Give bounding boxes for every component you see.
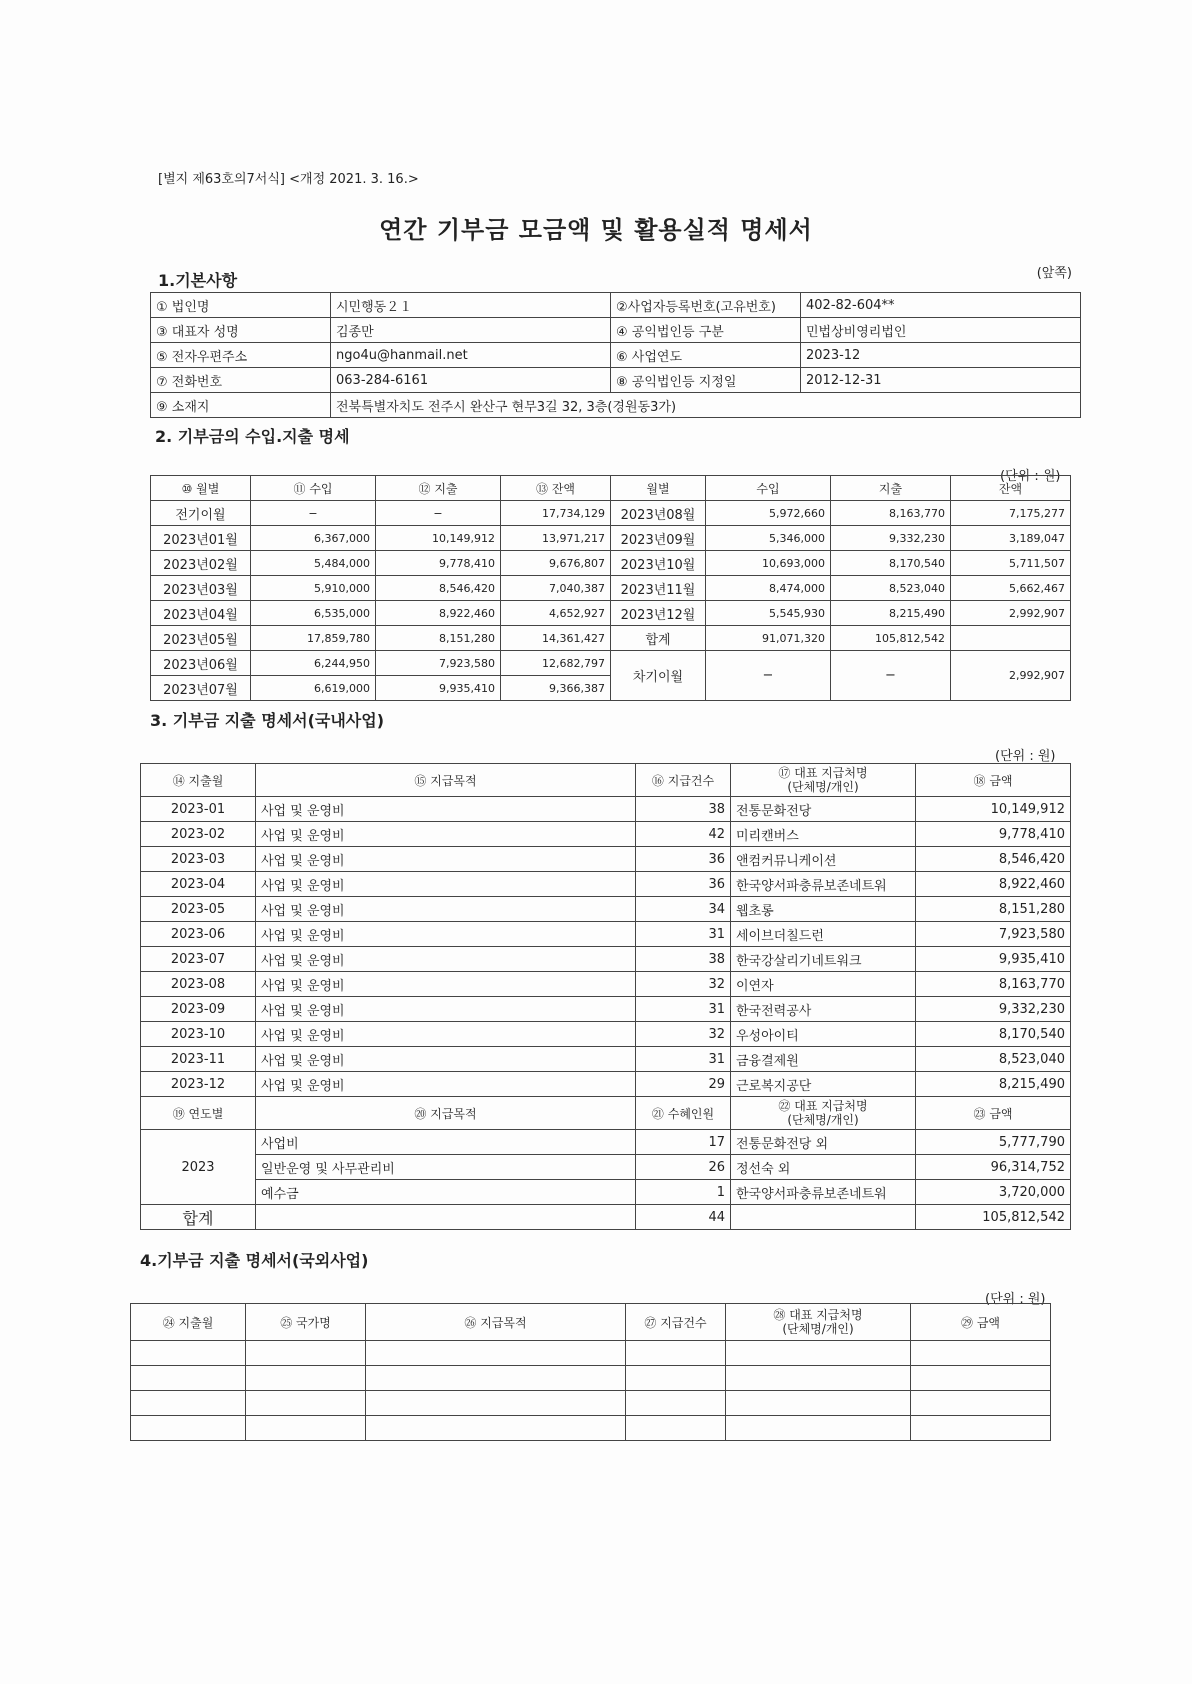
empty-cell — [731, 1205, 916, 1230]
expense-row — [141, 847, 1071, 872]
month-cell: 2023-10 — [141, 1022, 256, 1047]
field-value: 402-82-604** — [801, 293, 1081, 318]
field-label: ⑥ 사업연도 — [611, 343, 801, 368]
month-cell: 2023-12 — [141, 1072, 256, 1097]
empty-cell — [911, 1416, 1051, 1441]
balance-cell: 14,361,427 — [501, 626, 611, 651]
field-value: 시민행동２１ — [331, 293, 611, 318]
field-label: ① 법인명 — [151, 293, 331, 318]
expense-cell: 105,812,542 — [831, 626, 951, 651]
recipient-cell: 한국양서파충류보존네트워 — [731, 1180, 916, 1205]
purpose-cell: 사업비 — [256, 1130, 636, 1155]
column-header — [731, 1097, 916, 1130]
column-header: ⑱ 금액 — [916, 764, 1071, 797]
column-header: 수입 — [706, 476, 831, 501]
month-cell: 2023년05월 — [151, 626, 251, 651]
column-header: ⑯ 지급건수 — [636, 764, 731, 797]
purpose-cell: 사업 및 운영비 — [256, 997, 636, 1022]
empty-cell — [626, 1416, 726, 1441]
basic-info-row — [151, 368, 1081, 393]
count-cell: 36 — [636, 847, 731, 872]
carry-forward-label: 차기이월 — [611, 651, 706, 701]
yearly-row — [141, 1130, 1071, 1155]
header-row — [141, 764, 1071, 797]
balance-cell: 4,652,927 — [501, 601, 611, 626]
expense-row — [141, 797, 1071, 822]
count-cell: 42 — [636, 822, 731, 847]
purpose-cell: 일반운영 및 사무관리비 — [256, 1155, 636, 1180]
section-3-unit: (단위 : 원) — [995, 749, 1056, 764]
empty-cell — [246, 1341, 366, 1366]
column-header: ⑬ 잔액 — [501, 476, 611, 501]
count-cell: 31 — [636, 997, 731, 1022]
expense-cell: 9,935,410 — [376, 676, 501, 701]
empty-cell — [131, 1416, 246, 1441]
field-value: 2023-12 — [801, 343, 1081, 368]
recipient-cell: 한국양서파충류보존네트워 — [731, 872, 916, 897]
recipient-cell: 전통문화전당 — [731, 797, 916, 822]
expense-row — [141, 897, 1071, 922]
income-cell: 5,346,000 — [706, 526, 831, 551]
count-cell: 38 — [636, 947, 731, 972]
empty-cell — [246, 1416, 366, 1441]
monthly-row — [151, 601, 1071, 626]
income-cell: 5,972,660 — [706, 501, 831, 526]
amount-cell: 8,922,460 — [916, 872, 1071, 897]
expense-cell: 8,151,280 — [376, 626, 501, 651]
amount-cell: 5,777,790 — [916, 1130, 1071, 1155]
month-cell: 2023년10월 — [611, 551, 706, 576]
balance-cell — [951, 626, 1071, 651]
header-line: ⑰ 대표 지급처명 — [778, 766, 868, 780]
column-header: ⑲ 연도별 — [141, 1097, 256, 1130]
recipient-cell: 한국전력공사 — [731, 997, 916, 1022]
empty-cell — [246, 1366, 366, 1391]
amount-cell: 8,170,540 — [916, 1022, 1071, 1047]
month-cell: 2023년03월 — [151, 576, 251, 601]
column-header: ㉙ 금액 — [911, 1304, 1051, 1341]
income-cell: − — [251, 501, 376, 526]
month-cell: 2023-08 — [141, 972, 256, 997]
amount-cell: 7,923,580 — [916, 922, 1071, 947]
basic-info-row — [151, 318, 1081, 343]
total-row — [141, 1205, 1071, 1230]
month-cell: 2023년07월 — [151, 676, 251, 701]
empty-cell — [131, 1341, 246, 1366]
column-header: 잔액 — [951, 476, 1071, 501]
expense-cell: 8,215,490 — [831, 601, 951, 626]
section-2-unit: (단위 : 원) — [1000, 469, 1061, 484]
domestic-expense-table — [140, 763, 1071, 1230]
recipient-cell: 정선숙 외 — [731, 1155, 916, 1180]
field-label: ③ 대표자 성명 — [151, 318, 331, 343]
month-cell: 2023-04 — [141, 872, 256, 897]
field-value: 민법상비영리법인 — [801, 318, 1081, 343]
header-row — [131, 1304, 1051, 1341]
yearly-row — [141, 1180, 1071, 1205]
recipient-cell: 근로복지공단 — [731, 1072, 916, 1097]
count-cell: 32 — [636, 1022, 731, 1047]
monthly-row — [151, 551, 1071, 576]
month-cell: 2023-09 — [141, 997, 256, 1022]
field-label: ⑦ 전화번호 — [151, 368, 331, 393]
section-2-title: 2. 기부금의 수입.지출 명세 — [155, 427, 350, 446]
income-cell: 6,244,950 — [251, 651, 376, 676]
count-cell: 34 — [636, 897, 731, 922]
expense-row — [141, 922, 1071, 947]
balance-cell: 2,992,907 — [951, 651, 1071, 701]
month-cell: 2023년04월 — [151, 601, 251, 626]
empty-row — [131, 1416, 1051, 1441]
purpose-cell: 사업 및 운영비 — [256, 1072, 636, 1097]
purpose-cell: 사업 및 운영비 — [256, 972, 636, 997]
section-4-title: 4.기부금 지출 명세서(국외사업) — [140, 1251, 369, 1270]
balance-cell: 9,366,387 — [501, 676, 611, 701]
field-value: ngo4u@hanmail.net — [331, 343, 611, 368]
empty-cell — [246, 1391, 366, 1416]
field-label: ②사업자등록번호(고유번호) — [611, 293, 801, 318]
header-line: ㉒ 대표 지급처명 — [778, 1099, 868, 1113]
column-header: 지출 — [831, 476, 951, 501]
amount-cell: 9,332,230 — [916, 997, 1071, 1022]
empty-cell — [726, 1341, 911, 1366]
month-cell: 2023년02월 — [151, 551, 251, 576]
monthly-row — [151, 626, 1071, 651]
recipient-cell: 전통문화전당 외 — [731, 1130, 916, 1155]
monthly-row — [151, 576, 1071, 601]
amount-cell: 8,546,420 — [916, 847, 1071, 872]
count-cell: 38 — [636, 797, 731, 822]
column-header — [726, 1304, 911, 1341]
income-cell: 5,484,000 — [251, 551, 376, 576]
field-label: ⑤ 전자우편주소 — [151, 343, 331, 368]
count-cell: 17 — [636, 1130, 731, 1155]
empty-cell — [911, 1341, 1051, 1366]
header-line: (단체명/개인) — [787, 780, 859, 794]
expense-cell: 7,923,580 — [376, 651, 501, 676]
empty-cell — [626, 1391, 726, 1416]
expense-cell: − — [376, 501, 501, 526]
expense-row — [141, 872, 1071, 897]
column-header: ㉔ 지출월 — [131, 1304, 246, 1341]
empty-cell — [911, 1366, 1051, 1391]
amount-cell: 96,314,752 — [916, 1155, 1071, 1180]
balance-cell: 13,971,217 — [501, 526, 611, 551]
month-cell: 2023년01월 — [151, 526, 251, 551]
expense-cell: 8,163,770 — [831, 501, 951, 526]
recipient-cell: 미리캔버스 — [731, 822, 916, 847]
amount-cell: 8,151,280 — [916, 897, 1071, 922]
address-row — [151, 393, 1081, 418]
expense-cell: 8,523,040 — [831, 576, 951, 601]
month-cell: 2023년12월 — [611, 601, 706, 626]
monthly-row — [151, 526, 1071, 551]
basic-info-table — [150, 292, 1081, 418]
field-value: 김종만 — [331, 318, 611, 343]
month-cell: 2023-06 — [141, 922, 256, 947]
form-number: [별지 제63호의7서식] <개정 2021. 3. 16.> — [158, 172, 419, 187]
recipient-cell: 앤컴커뮤니케이션 — [731, 847, 916, 872]
purpose-cell: 사업 및 운영비 — [256, 897, 636, 922]
empty-cell — [726, 1416, 911, 1441]
income-cell: 6,535,000 — [251, 601, 376, 626]
year-cell: 2023 — [141, 1130, 256, 1205]
month-cell: 2023년08월 — [611, 501, 706, 526]
section-4-unit: (단위 : 원) — [985, 1292, 1046, 1307]
yearly-row — [141, 1155, 1071, 1180]
recipient-cell: 세이브더칠드런 — [731, 922, 916, 947]
balance-cell: 12,682,797 — [501, 651, 611, 676]
section-3-title: 3. 기부금 지출 명세서(국내사업) — [150, 711, 385, 730]
recipient-cell: 웹초롱 — [731, 897, 916, 922]
column-header: ㉕ 국가명 — [246, 1304, 366, 1341]
column-header: ⑭ 지출월 — [141, 764, 256, 797]
empty-cell — [726, 1391, 911, 1416]
month-cell: 2023-11 — [141, 1047, 256, 1072]
balance-cell: 5,711,507 — [951, 551, 1071, 576]
column-header: ⑳ 지급목적 — [256, 1097, 636, 1130]
amount-cell: 8,215,490 — [916, 1072, 1071, 1097]
purpose-cell: 사업 및 운영비 — [256, 872, 636, 897]
empty-cell — [366, 1391, 626, 1416]
income-cell: 91,071,320 — [706, 626, 831, 651]
balance-cell: 9,676,807 — [501, 551, 611, 576]
expense-cell: 9,778,410 — [376, 551, 501, 576]
empty-row — [131, 1391, 1051, 1416]
balance-cell: 7,175,277 — [951, 501, 1071, 526]
count-cell: 29 — [636, 1072, 731, 1097]
recipient-cell: 금융결제원 — [731, 1047, 916, 1072]
balance-cell: 17,734,129 — [501, 501, 611, 526]
column-header: 월별 — [611, 476, 706, 501]
purpose-cell: 사업 및 운영비 — [256, 822, 636, 847]
expense-row — [141, 1072, 1071, 1097]
empty-cell — [911, 1391, 1051, 1416]
count-cell: 31 — [636, 922, 731, 947]
field-value: 063-284-6161 — [331, 368, 611, 393]
column-header — [731, 764, 916, 797]
amount-cell: 9,778,410 — [916, 822, 1071, 847]
empty-cell — [256, 1205, 636, 1230]
empty-row — [131, 1366, 1051, 1391]
count-cell: 26 — [636, 1155, 731, 1180]
expense-row — [141, 822, 1071, 847]
field-label: ⑨ 소재지 — [151, 393, 331, 418]
income-cell: 6,367,000 — [251, 526, 376, 551]
month-cell: 2023-05 — [141, 897, 256, 922]
total-label: 합계 — [141, 1205, 256, 1230]
recipient-cell: 한국강살리기네트워크 — [731, 947, 916, 972]
purpose-cell: 예수금 — [256, 1180, 636, 1205]
empty-cell — [626, 1366, 726, 1391]
monthly-row — [151, 501, 1071, 526]
field-label: ④ 공익법인등 구분 — [611, 318, 801, 343]
column-header: ⑮ 지급목적 — [256, 764, 636, 797]
expense-row — [141, 997, 1071, 1022]
expense-row — [141, 1047, 1071, 1072]
column-header: ㉖ 지급목적 — [366, 1304, 626, 1341]
income-cell: 10,693,000 — [706, 551, 831, 576]
amount-cell: 8,163,770 — [916, 972, 1071, 997]
income-cell: 6,619,000 — [251, 676, 376, 701]
field-value: 2012-12-31 — [801, 368, 1081, 393]
month-cell: 2023년11월 — [611, 576, 706, 601]
empty-cell — [626, 1341, 726, 1366]
purpose-cell: 사업 및 운영비 — [256, 922, 636, 947]
income-cell: 5,545,930 — [706, 601, 831, 626]
month-cell: 합계 — [611, 626, 706, 651]
expense-cell: 8,546,420 — [376, 576, 501, 601]
month-cell: 2023-07 — [141, 947, 256, 972]
empty-row — [131, 1341, 1051, 1366]
monthly-row — [151, 651, 1071, 676]
purpose-cell: 사업 및 운영비 — [256, 797, 636, 822]
column-header: ⑫ 지출 — [376, 476, 501, 501]
empty-cell — [366, 1366, 626, 1391]
month-cell: 2023년09월 — [611, 526, 706, 551]
amount-cell: 9,935,410 — [916, 947, 1071, 972]
purpose-cell: 사업 및 운영비 — [256, 847, 636, 872]
empty-cell — [366, 1416, 626, 1441]
income-cell: 5,910,000 — [251, 576, 376, 601]
total-count: 44 — [636, 1205, 731, 1230]
header-line: (단체명/개인) — [787, 1113, 859, 1127]
income-cell: − — [706, 651, 831, 701]
count-cell: 1 — [636, 1180, 731, 1205]
month-cell: 전기이월 — [151, 501, 251, 526]
overseas-expense-table — [130, 1303, 1051, 1441]
month-cell: 2023-01 — [141, 797, 256, 822]
purpose-cell: 사업 및 운영비 — [256, 1022, 636, 1047]
month-cell: 2023-02 — [141, 822, 256, 847]
field-label: ⑧ 공익법인등 지정일 — [611, 368, 801, 393]
basic-info-row — [151, 343, 1081, 368]
expense-cell: 8,170,540 — [831, 551, 951, 576]
header-line: (단체명/개인) — [782, 1322, 854, 1336]
recipient-cell: 이연자 — [731, 972, 916, 997]
field-value: 전북특별자치도 전주시 완산구 현무3길 32, 3층(경원동3가) — [331, 393, 1081, 418]
page-title: 연간 기부금 모금액 및 활용실적 명세서 — [379, 216, 813, 244]
income-cell: 17,859,780 — [251, 626, 376, 651]
page-side-label: (앞쪽) — [1036, 266, 1072, 281]
income-expense-table — [150, 475, 1071, 701]
empty-cell — [131, 1366, 246, 1391]
header-line: ㉘ 대표 지급처명 — [773, 1308, 863, 1322]
month-cell: 2023년06월 — [151, 651, 251, 676]
column-header: ㉓ 금액 — [916, 1097, 1071, 1130]
basic-info-row — [151, 293, 1081, 318]
expense-cell: 9,332,230 — [831, 526, 951, 551]
expense-row — [141, 972, 1071, 997]
balance-cell: 5,662,467 — [951, 576, 1071, 601]
empty-cell — [131, 1391, 246, 1416]
header-row — [141, 1097, 1071, 1130]
column-header: ㉗ 지급건수 — [626, 1304, 726, 1341]
balance-cell: 7,040,387 — [501, 576, 611, 601]
column-header: ㉑ 수혜인원 — [636, 1097, 731, 1130]
balance-cell: 2,992,907 — [951, 601, 1071, 626]
recipient-cell: 우성아이티 — [731, 1022, 916, 1047]
amount-cell: 8,523,040 — [916, 1047, 1071, 1072]
purpose-cell: 사업 및 운영비 — [256, 947, 636, 972]
amount-cell: 3,720,000 — [916, 1180, 1071, 1205]
expense-row — [141, 1022, 1071, 1047]
expense-cell: 10,149,912 — [376, 526, 501, 551]
count-cell: 36 — [636, 872, 731, 897]
balance-cell: 3,189,047 — [951, 526, 1071, 551]
column-header: ⑩ 월별 — [151, 476, 251, 501]
count-cell: 32 — [636, 972, 731, 997]
expense-row — [141, 947, 1071, 972]
total-amount: 105,812,542 — [916, 1205, 1071, 1230]
count-cell: 31 — [636, 1047, 731, 1072]
purpose-cell: 사업 및 운영비 — [256, 1047, 636, 1072]
section-1-title: 1.기본사항 — [158, 271, 238, 290]
month-cell: 2023-03 — [141, 847, 256, 872]
amount-cell: 10,149,912 — [916, 797, 1071, 822]
expense-cell: 8,922,460 — [376, 601, 501, 626]
column-header: ⑪ 수입 — [251, 476, 376, 501]
empty-cell — [366, 1341, 626, 1366]
income-cell: 8,474,000 — [706, 576, 831, 601]
empty-cell — [726, 1366, 911, 1391]
expense-cell: − — [831, 651, 951, 701]
